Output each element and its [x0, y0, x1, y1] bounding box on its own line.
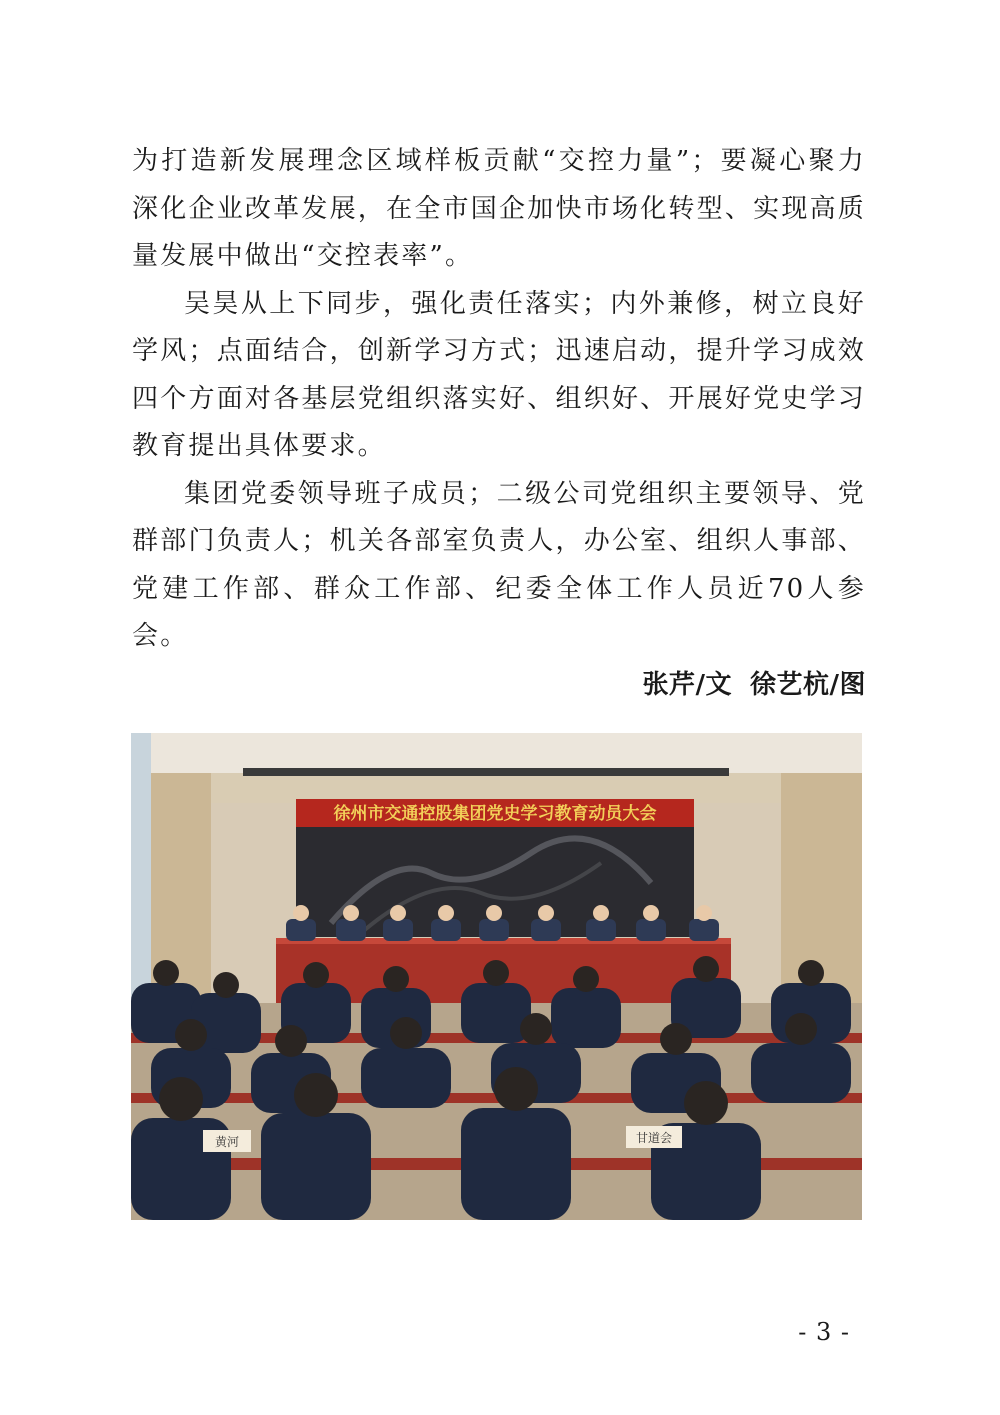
paragraph-2: 吴昊从上下同步，强化责任落实；内外兼修，树立良好学风；点面结合，创新学习方式；迅速启动，提升学习成效四个方面对各基层党组织落实好、组织好、开展好党史学习教育提出具体要求。: [132, 288, 866, 461]
banner-text: 徐州市交通控股集团党史学习教育动员大会: [333, 804, 657, 824]
photographer-credit: 徐艺杭/图: [750, 670, 866, 700]
page-number: - 3 -: [798, 1318, 850, 1346]
byline: [643, 664, 867, 701]
placard-right-text: 甘道会: [635, 1131, 673, 1145]
article-body: [132, 138, 866, 661]
placard-left-text: 黄河: [214, 1135, 240, 1149]
meeting-photo: [131, 733, 862, 1220]
author-credit: 张芹/文: [642, 670, 732, 700]
paragraph-3: 集团党委领导班子成员；二级公司党组织主要领导、党群部门负责人；机关各部室负责人，办公室、组织人事部、党建工作部、群众工作部、纪委全体工作人员近70人参会。: [132, 478, 866, 651]
meeting-photo-illustration: [131, 733, 862, 1220]
paragraph-1: 为打造新发展理念区域样板贡献“交控力量”；要凝心聚力深化企业改革发展，在全市国企加快市场化转型、实现高质量发展中做出“交控表率”。: [132, 146, 866, 271]
